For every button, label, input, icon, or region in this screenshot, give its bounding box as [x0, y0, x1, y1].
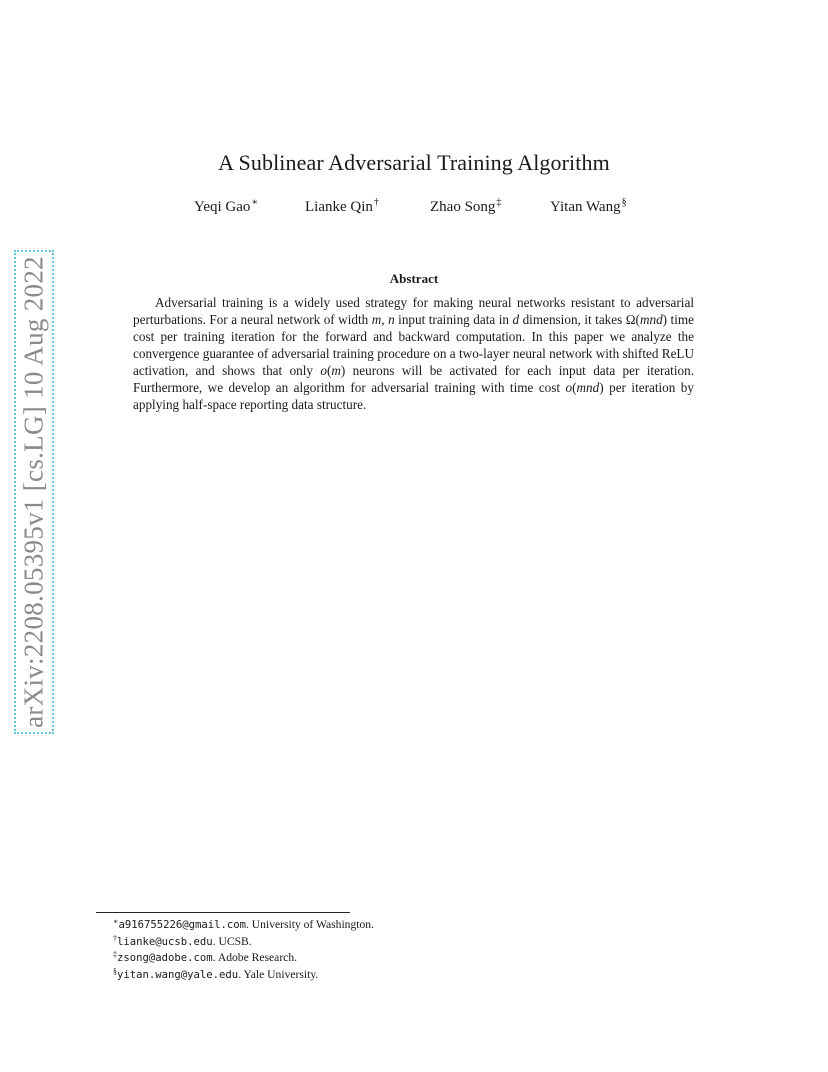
- author-mark: ∗: [251, 197, 259, 208]
- footnotes: [113, 917, 673, 983]
- footnote: [113, 950, 673, 967]
- math-var: m: [371, 312, 382, 327]
- math-var: n: [388, 312, 395, 327]
- author-name: Lianke Qin: [305, 199, 373, 215]
- author-email: lianke@ucsb.edu: [117, 935, 213, 948]
- author-email: yitan.wang@yale.edu: [117, 968, 239, 981]
- abstract-text: (: [326, 363, 332, 378]
- footnote: [113, 917, 673, 934]
- abstract-text: ) per iteration by applying half-space reporting data structure.: [133, 380, 694, 412]
- arxiv-identifier: arXiv:2208.05395v1 [cs.LG] 10 Aug 2022: [18, 256, 49, 728]
- author-affiliation: . Adobe Research.: [212, 951, 298, 964]
- author-affiliation: . UCSB.: [212, 934, 252, 948]
- author-name: Yeqi Gao: [194, 199, 251, 215]
- abstract-text: (: [572, 380, 577, 395]
- author-mark: §: [621, 197, 627, 208]
- abstract-heading: Abstract: [389, 271, 439, 286]
- author-mark: ‡: [496, 197, 502, 208]
- footnote-mark: †: [113, 933, 117, 943]
- math-var: o: [565, 380, 573, 395]
- footnote-mark: §: [113, 966, 117, 976]
- author-mark: †: [373, 197, 379, 208]
- author-affiliation: . University of Washington.: [246, 918, 374, 931]
- author-name: Zhao Song: [430, 199, 496, 215]
- abstract-text: ) time cost per training iteration for the forward and backward computation. In this paper we analyze the convergence guarantee of adversarial training procedure on a two-layer neural network with shifted ReLU activation, and shows that only: [133, 312, 694, 378]
- abstract-text: ) neurons will be activated for each input data per iteration. Furthermore, we develop an algorithm for adversarial training with time cost: [133, 363, 694, 395]
- author-3: [430, 199, 501, 216]
- author-4: [550, 199, 627, 216]
- math-var: mnd: [639, 312, 663, 327]
- math-var: mnd: [576, 380, 600, 395]
- math-var: m: [331, 363, 341, 378]
- abstract-text: Adversarial training is a widely used strategy for making neural networks resistant to adversarial perturbations. For a neural network of width: [133, 295, 694, 327]
- footnote: [113, 934, 673, 951]
- abstract-text: input training data in: [394, 312, 513, 327]
- author-list: [0, 199, 828, 221]
- author-2: [305, 199, 379, 216]
- author-email: zsong@adobe.com: [117, 952, 213, 964]
- abstract-body: [133, 294, 694, 413]
- paper-title: A Sublinear Adversarial Training Algorithm: [218, 150, 610, 175]
- footnote-mark: ∗: [113, 917, 119, 926]
- author-email: a916755226@gmail.com: [118, 919, 246, 931]
- math-var: o: [320, 363, 327, 378]
- author-1: [194, 199, 258, 216]
- author-name: Yitan Wang: [550, 199, 621, 215]
- footnote-divider: [96, 912, 350, 913]
- abstract-text: dimension, it takes Ω(: [519, 312, 640, 327]
- footnote: [113, 967, 673, 984]
- footnote-mark: ‡: [113, 950, 117, 959]
- arxiv-stamp: [14, 250, 54, 734]
- author-affiliation: . Yale University.: [238, 967, 319, 981]
- math-var: d: [512, 312, 520, 327]
- abstract-text: ,: [381, 312, 389, 327]
